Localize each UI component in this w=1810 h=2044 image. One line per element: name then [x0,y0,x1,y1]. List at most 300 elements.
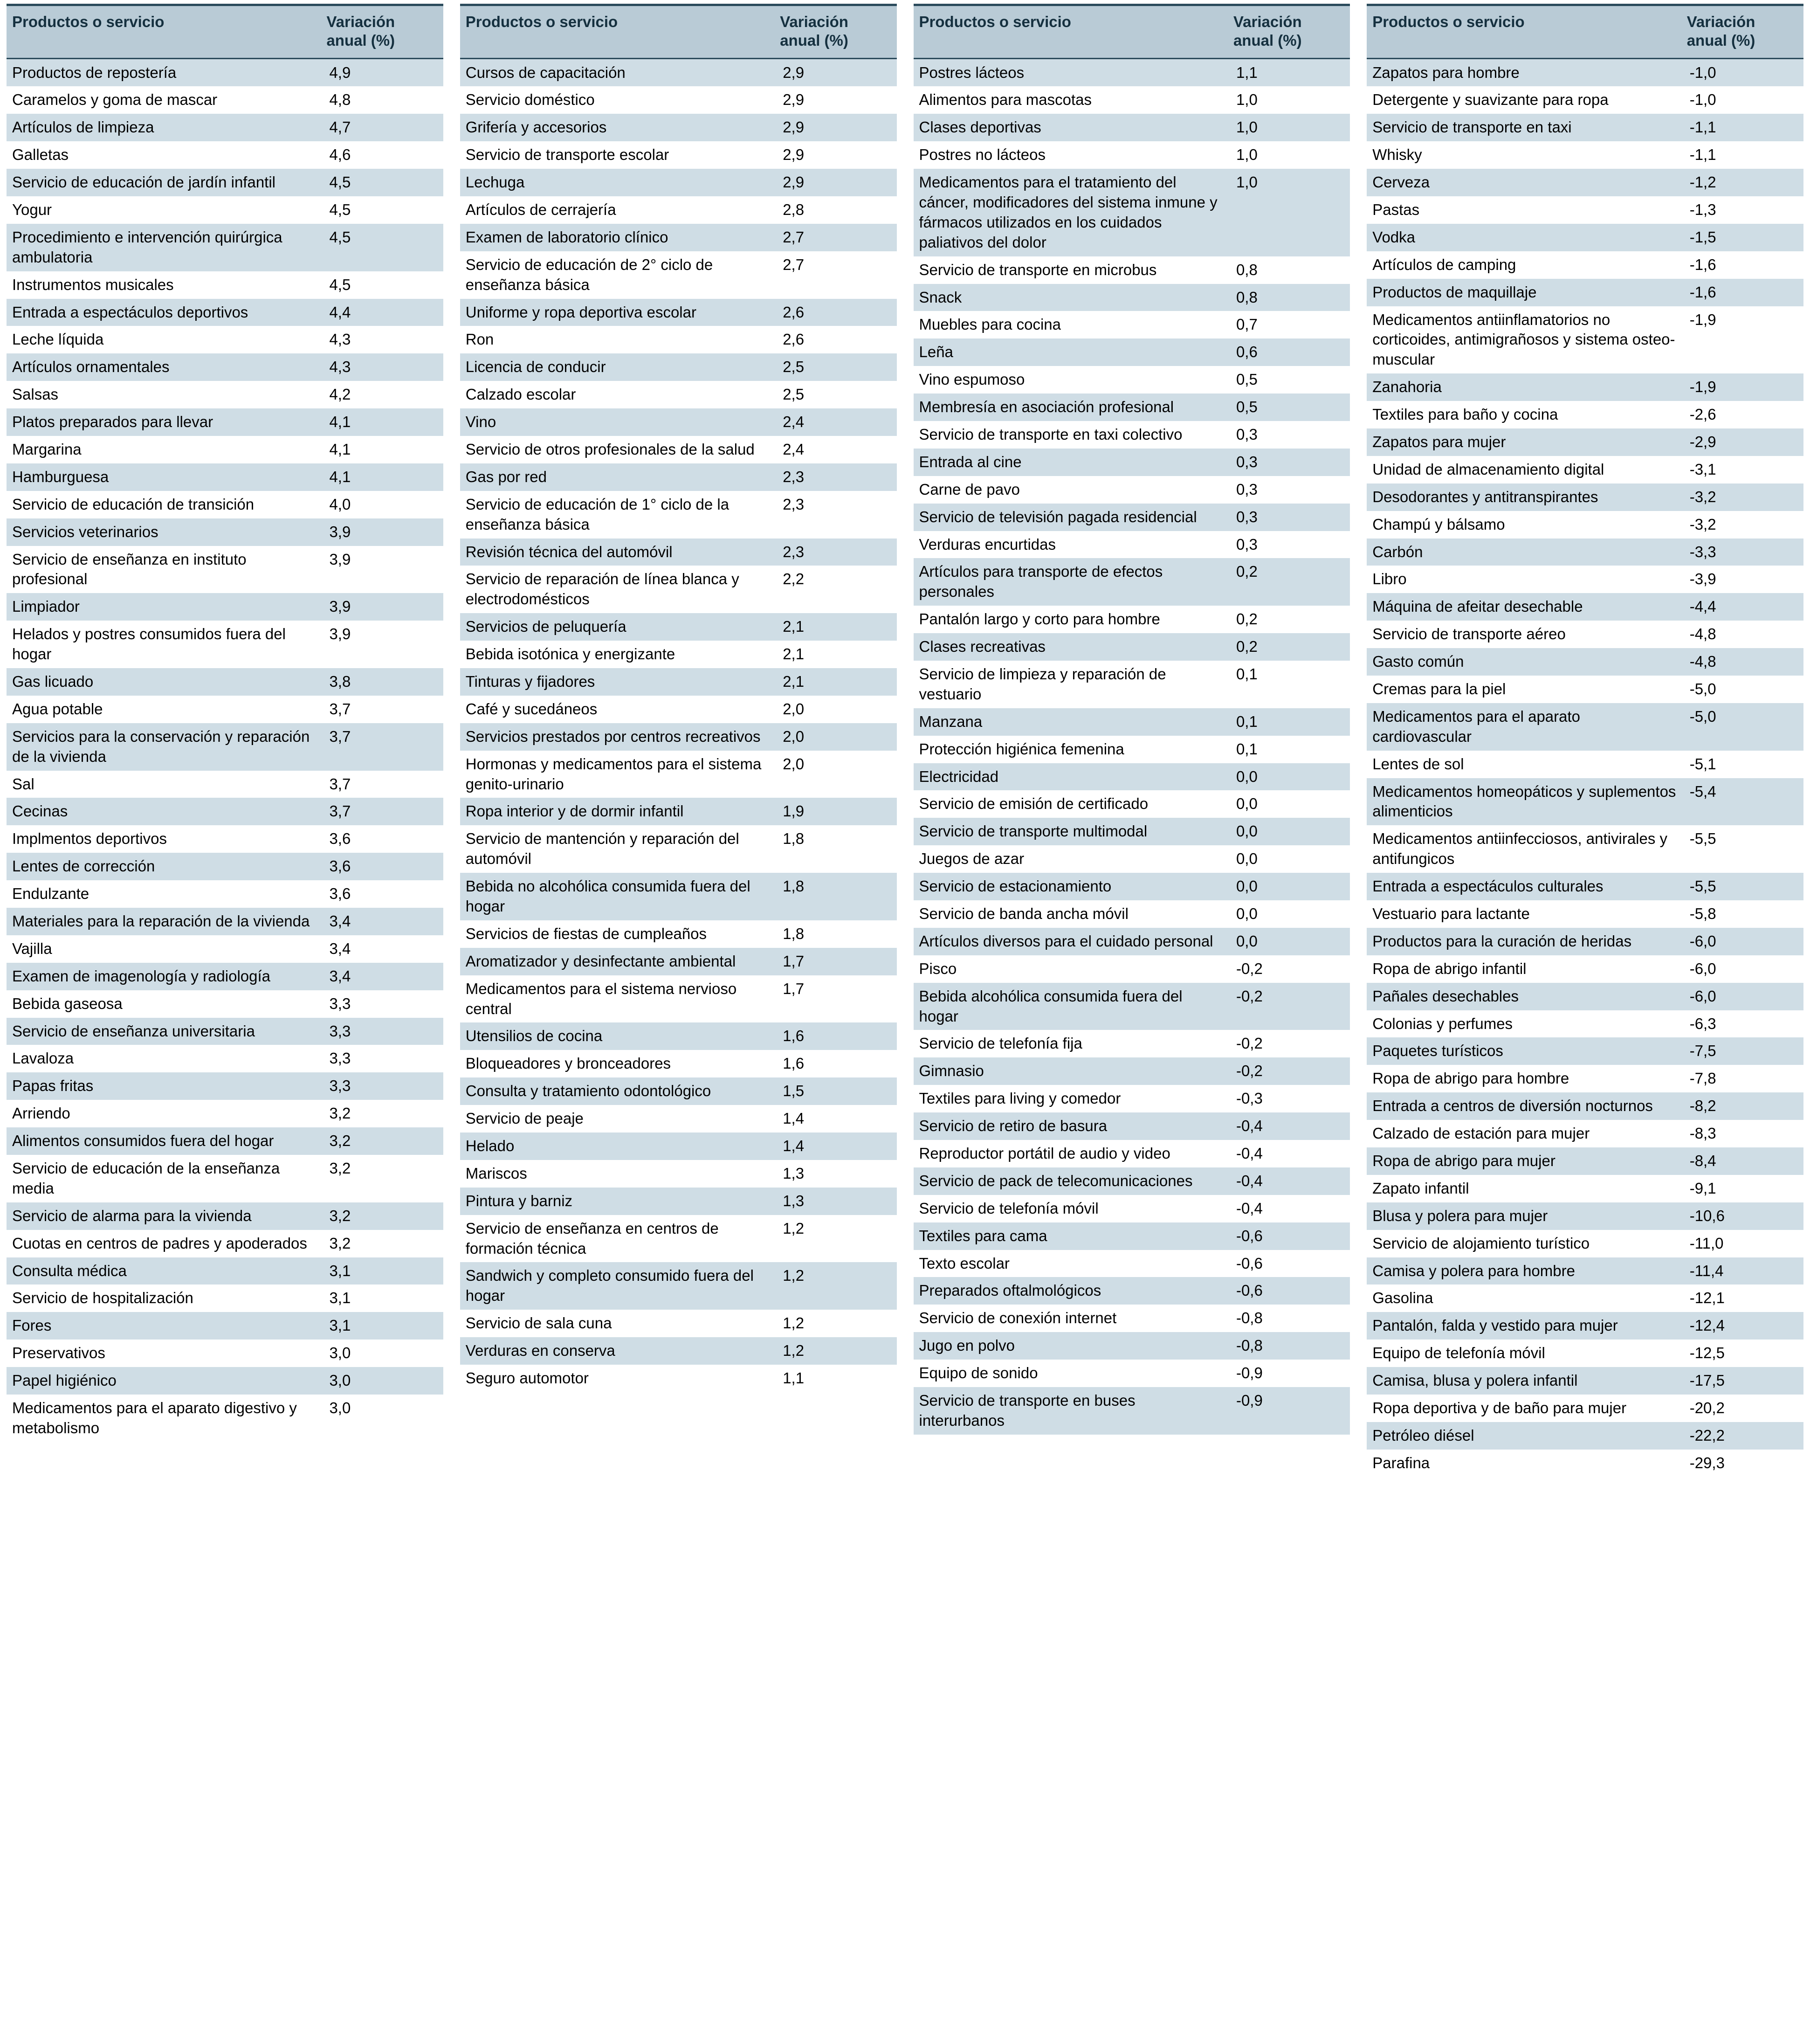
table-row [460,353,897,381]
cell-annual-variation: 3,2 [321,1230,443,1257]
cell-product-name: Servicios veterinarios [7,518,321,546]
cell-annual-variation: 4,0 [321,491,443,518]
cell-annual-variation: -3,9 [1681,566,1803,593]
cell-annual-variation: -0,6 [1228,1277,1350,1305]
cell-product-name: Productos para la curación de heridas [1367,928,1681,955]
cell-product-name: Servicios para la conservación y reparación de la vivienda [7,723,321,771]
table-row [1367,1422,1803,1450]
table-row [1367,1037,1803,1065]
cell-annual-variation: -0,8 [1228,1332,1350,1360]
cell-annual-variation: 3,3 [321,990,443,1018]
cell-annual-variation: 1,8 [774,873,896,920]
cell-annual-variation: 3,2 [321,1100,443,1127]
table-row [1367,900,1803,928]
cell-annual-variation: -4,8 [1681,621,1803,648]
cell-annual-variation: 3,3 [321,1045,443,1072]
table-row [7,381,443,408]
cell-annual-variation: 2,9 [774,58,896,86]
table-column-2 [460,4,897,1477]
cell-annual-variation: -0,2 [1228,1057,1350,1085]
cell-annual-variation: -1,6 [1681,279,1803,306]
cell-product-name: Mariscos [460,1160,774,1188]
cell-annual-variation: 1,2 [774,1215,896,1263]
cell-annual-variation: 4,1 [321,408,443,436]
cell-annual-variation: 4,6 [321,141,443,169]
table-row [460,723,897,751]
cell-annual-variation: 2,5 [774,353,896,381]
table-row [460,798,897,825]
cell-annual-variation: 0,0 [1228,845,1350,873]
table-row [1367,141,1803,169]
cell-annual-variation: -29,3 [1681,1450,1803,1477]
table-row [1367,114,1803,141]
cell-product-name: Helados y postres consumidos fuera del hogar [7,621,321,668]
table-row [1367,58,1803,86]
table-row [914,1030,1350,1057]
variation-table-1 [7,4,443,1442]
table-row [460,1050,897,1077]
cell-annual-variation: -12,4 [1681,1312,1803,1340]
table-row [914,1140,1350,1167]
table-row [914,1250,1350,1278]
cell-annual-variation: -1,0 [1681,86,1803,114]
table-row [914,449,1350,476]
table-body-3 [914,58,1350,1435]
table-row [914,86,1350,114]
table-row [7,853,443,880]
cell-annual-variation: 2,3 [774,539,896,566]
cell-annual-variation: 3,2 [321,1155,443,1202]
cell-annual-variation: 1,1 [1228,58,1350,86]
cell-product-name: Papas fritas [7,1072,321,1100]
header-variation: Variación anual (%) [321,5,443,59]
table-row [460,975,897,1023]
table-row [914,58,1350,86]
cell-product-name: Artículos para transporte de efectos personales [914,558,1228,606]
cell-product-name: Preservativos [7,1340,321,1367]
cell-annual-variation: 2,3 [774,463,896,491]
cell-product-name: Medicamentos homeopáticos y suplementos alimenticios [1367,778,1681,826]
cell-product-name: Cuotas en centros de padres y apoderados [7,1230,321,1257]
table-row [1367,825,1803,873]
cell-annual-variation: 1,2 [774,1262,896,1310]
table-row [1367,676,1803,703]
cell-product-name: Verduras encurtidas [914,531,1228,559]
cell-product-name: Sal [7,771,321,798]
cell-annual-variation: 4,1 [321,436,443,463]
cell-annual-variation: 3,7 [321,723,443,771]
table-row [7,1072,443,1100]
cell-annual-variation: 1,5 [774,1077,896,1105]
cell-annual-variation: -3,1 [1681,456,1803,483]
cell-product-name: Servicio de transporte aéreo [1367,621,1681,648]
cell-annual-variation: 3,1 [321,1312,443,1340]
cell-product-name: Medicamentos para el tratamiento del cáncer, modificadores del sistema inmune y fármacos utilizados en los cuidados paliativos del dolor [914,169,1228,256]
cell-product-name: Uniforme y ropa deportiva escolar [460,299,774,326]
cell-annual-variation: -0,4 [1228,1112,1350,1140]
table-row [914,421,1350,449]
cell-annual-variation: 3,0 [321,1395,443,1442]
cell-annual-variation: -9,1 [1681,1175,1803,1202]
cell-product-name: Ropa de abrigo para hombre [1367,1065,1681,1092]
table-row [460,641,897,668]
table-row [914,338,1350,366]
table-row [460,1337,897,1365]
cell-annual-variation: 3,9 [321,518,443,546]
cell-product-name: Examen de imagenología y radiología [7,963,321,990]
cell-product-name: Tinturas y fijadores [460,668,774,696]
table-row [914,1222,1350,1250]
cell-product-name: Servicio de otros profesionales de la salud [460,436,774,463]
table-row [914,558,1350,606]
cell-annual-variation: 1,8 [774,825,896,873]
cell-annual-variation: 4,1 [321,463,443,491]
table-row [1367,1175,1803,1202]
cell-product-name: Medicamentos antiinfecciosos, antivirales y antifungicos [1367,825,1681,873]
table-row [460,1188,897,1215]
cell-product-name: Medicamentos para el sistema nervioso central [460,975,774,1023]
cell-annual-variation: 1,7 [774,975,896,1023]
table-row [1367,1340,1803,1367]
table-row [7,1202,443,1230]
cell-annual-variation: 3,4 [321,935,443,963]
table-row [7,224,443,271]
cell-annual-variation: -1,9 [1681,306,1803,374]
table-row [7,1312,443,1340]
cell-annual-variation: 0,0 [1228,763,1350,791]
table-row [7,58,443,86]
table-row [460,436,897,463]
table-row [460,668,897,696]
table-row [1367,1230,1803,1257]
cell-annual-variation: 2,9 [774,141,896,169]
cell-product-name: Servicio de enseñanza universitaria [7,1018,321,1045]
cell-annual-variation: 1,3 [774,1160,896,1188]
table-row [460,463,897,491]
cell-product-name: Parafina [1367,1450,1681,1477]
table-row [460,920,897,948]
cell-product-name: Instrumentos musicales [7,271,321,299]
cell-product-name: Grifería y accesorios [460,114,774,141]
cell-annual-variation: 1,9 [774,798,896,825]
cell-product-name: Servicio de enseñanza en instituto profesional [7,546,321,594]
table-row [7,621,443,668]
cell-annual-variation: 1,6 [774,1022,896,1050]
cell-product-name: Utensilios de cocina [460,1022,774,1050]
cell-annual-variation: -8,4 [1681,1147,1803,1175]
cell-annual-variation: -5,5 [1681,873,1803,900]
cell-annual-variation: 3,1 [321,1257,443,1285]
table-row [914,845,1350,873]
cell-annual-variation: 3,6 [321,825,443,853]
cell-product-name: Bebida isotónica y energizante [460,641,774,668]
table-row [7,1100,443,1127]
price-variation-tables [7,4,1803,1477]
table-row [7,1127,443,1155]
table-row [1367,224,1803,251]
table-row [914,366,1350,394]
cell-annual-variation: 2,7 [774,251,896,299]
table-row [7,1045,443,1072]
cell-product-name: Servicio de telefonía móvil [914,1195,1228,1222]
table-row [460,408,897,436]
table-row [914,1112,1350,1140]
cell-product-name: Servicio de peaje [460,1105,774,1132]
cell-annual-variation: 2,0 [774,751,896,798]
cell-annual-variation: -6,0 [1681,955,1803,983]
cell-annual-variation: 3,9 [321,621,443,668]
cell-product-name: Servicio de transporte en buses interurbanos [914,1387,1228,1435]
table-row [1367,1367,1803,1395]
cell-annual-variation: 4,5 [321,271,443,299]
cell-product-name: Lechuga [460,169,774,196]
table-row [7,771,443,798]
cell-product-name: Sandwich y completo consumido fuera del hogar [460,1262,774,1310]
table-row [914,606,1350,633]
cell-annual-variation: -17,5 [1681,1367,1803,1395]
table-row [914,169,1350,256]
cell-annual-variation: 0,0 [1228,818,1350,845]
cell-product-name: Calzado escolar [460,381,774,408]
cell-product-name: Pintura y barniz [460,1188,774,1215]
cell-product-name: Manzana [914,708,1228,736]
cell-product-name: Texto escolar [914,1250,1228,1278]
table-row [7,546,443,594]
table-row [460,1215,897,1263]
table-row [1367,873,1803,900]
cell-product-name: Servicio de banda ancha móvil [914,900,1228,928]
cell-annual-variation: 4,3 [321,353,443,381]
cell-product-name: Artículos diversos para el cuidado personal [914,928,1228,955]
table-row [1367,511,1803,539]
table-row [1367,279,1803,306]
cell-product-name: Servicio de televisión pagada residencial [914,504,1228,531]
table-row [914,1332,1350,1360]
table-body-2 [460,58,897,1392]
cell-product-name: Preparados oftalmológicos [914,1277,1228,1305]
cell-product-name: Unidad de almacenamiento digital [1367,456,1681,483]
cell-product-name: Whisky [1367,141,1681,169]
table-row [460,1077,897,1105]
cell-annual-variation: -0,2 [1228,1030,1350,1057]
table-row [914,114,1350,141]
cell-annual-variation: 0,8 [1228,256,1350,284]
table-row [914,1360,1350,1387]
cell-product-name: Zapatos para hombre [1367,58,1681,86]
cell-annual-variation: 0,0 [1228,873,1350,900]
cell-annual-variation: -11,4 [1681,1257,1803,1285]
cell-product-name: Lavaloza [7,1045,321,1072]
cell-annual-variation: 0,1 [1228,736,1350,763]
cell-annual-variation: -1,6 [1681,251,1803,279]
cell-annual-variation: 0,2 [1228,558,1350,606]
cell-annual-variation: -20,2 [1681,1395,1803,1422]
table-row [7,935,443,963]
cell-product-name: Procedimiento e intervención quirúrgica ambulatoria [7,224,321,271]
cell-annual-variation: 3,6 [321,880,443,908]
table-row [7,1155,443,1202]
table-row [914,1085,1350,1112]
cell-product-name: Servicio de enseñanza en centros de formación técnica [460,1215,774,1263]
cell-product-name: Equipo de telefonía móvil [1367,1340,1681,1367]
cell-product-name: Servicio de transporte en microbus [914,256,1228,284]
table-row [7,1340,443,1367]
table-row [460,58,897,86]
table-body-1 [7,58,443,1442]
table-row [1367,621,1803,648]
cell-product-name: Vodka [1367,224,1681,251]
table-row [7,1257,443,1285]
table-row [914,736,1350,763]
table-row [1367,1202,1803,1230]
cell-product-name: Camisa, blusa y polera infantil [1367,1367,1681,1395]
table-row [914,708,1350,736]
table-row [7,1395,443,1442]
cell-annual-variation: -5,4 [1681,778,1803,826]
cell-product-name: Caramelos y goma de mascar [7,86,321,114]
cell-product-name: Servicio de mantención y reparación del automóvil [460,825,774,873]
cell-annual-variation: -0,6 [1228,1222,1350,1250]
table-row [460,141,897,169]
cell-annual-variation: 0,0 [1228,790,1350,818]
cell-annual-variation: -0,2 [1228,983,1350,1030]
cell-product-name: Cursos de capacitación [460,58,774,86]
cell-product-name: Gas por red [460,463,774,491]
cell-product-name: Bebida no alcohólica consumida fuera del hogar [460,873,774,920]
table-row [914,256,1350,284]
cell-annual-variation: 1,6 [774,1050,896,1077]
table-row [7,1367,443,1395]
cell-product-name: Aromatizador y desinfectante ambiental [460,948,774,975]
cell-annual-variation: 3,9 [321,546,443,594]
cell-annual-variation: 2,6 [774,299,896,326]
cell-product-name: Pantalón, falda y vestido para mujer [1367,1312,1681,1340]
cell-annual-variation: -12,1 [1681,1284,1803,1312]
header-variation: Variación anual (%) [1681,5,1803,59]
table-row [460,948,897,975]
cell-product-name: Hamburguesa [7,463,321,491]
cell-product-name: Detergente y suavizante para ropa [1367,86,1681,114]
table-header-row [460,5,897,59]
cell-annual-variation: 3,8 [321,668,443,696]
cell-product-name: Verduras en conserva [460,1337,774,1365]
cell-annual-variation: 2,3 [774,491,896,539]
table-row [7,491,443,518]
cell-product-name: Bebida alcohólica consumida fuera del hogar [914,983,1228,1030]
cell-annual-variation: -11,0 [1681,1230,1803,1257]
cell-product-name: Entrada al cine [914,449,1228,476]
cell-product-name: Carbón [1367,539,1681,566]
cell-annual-variation: 1,0 [1228,114,1350,141]
table-row [1367,703,1803,751]
cell-product-name: Pastas [1367,196,1681,224]
cell-product-name: Endulzante [7,880,321,908]
cell-annual-variation: 2,7 [774,224,896,251]
table-row [460,196,897,224]
cell-annual-variation: -5,8 [1681,900,1803,928]
cell-product-name: Servicio de transporte multimodal [914,818,1228,845]
table-row [1367,1312,1803,1340]
cell-annual-variation: 3,0 [321,1340,443,1367]
header-variation: Variación anual (%) [1228,5,1350,59]
table-row [1367,1092,1803,1120]
cell-product-name: Servicio de educación de 1° ciclo de la enseñanza básica [460,491,774,539]
table-row [914,983,1350,1030]
table-row [1367,1010,1803,1038]
cell-annual-variation: -0,3 [1228,1085,1350,1112]
table-row [460,566,897,613]
table-row [7,86,443,114]
cell-product-name: Servicio de telefonía fija [914,1030,1228,1057]
cell-annual-variation: -6,0 [1681,983,1803,1010]
cell-product-name: Gasolina [1367,1284,1681,1312]
table-header-row [914,5,1350,59]
table-row [1367,1257,1803,1285]
table-row [1367,1065,1803,1092]
cell-product-name: Ropa de abrigo infantil [1367,955,1681,983]
table-row [1367,1120,1803,1147]
cell-product-name: Servicio de transporte escolar [460,141,774,169]
cell-product-name: Textiles para cama [914,1222,1228,1250]
cell-product-name: Gas licuado [7,668,321,696]
cell-product-name: Lentes de sol [1367,751,1681,778]
cell-annual-variation: 0,3 [1228,531,1350,559]
table-row [7,436,443,463]
table-row [914,790,1350,818]
cell-product-name: Fores [7,1312,321,1340]
cell-annual-variation: 3,3 [321,1018,443,1045]
cell-product-name: Vino [460,408,774,436]
cell-product-name: Servicios de peluquería [460,613,774,641]
cell-annual-variation: 0,3 [1228,504,1350,531]
table-column-3 [914,4,1350,1477]
cell-annual-variation: 4,5 [321,196,443,224]
cell-product-name: Cecinas [7,798,321,825]
cell-product-name: Servicio de retiro de basura [914,1112,1228,1140]
cell-annual-variation: -1,0 [1681,58,1803,86]
table-row [914,531,1350,559]
cell-annual-variation: 3,9 [321,593,443,621]
cell-product-name: Leña [914,338,1228,366]
table-row [7,271,443,299]
cell-product-name: Leche líquida [7,326,321,353]
cell-product-name: Pisco [914,955,1228,983]
cell-annual-variation: -0,9 [1228,1387,1350,1435]
cell-annual-variation: 4,4 [321,299,443,326]
cell-annual-variation: 1,3 [774,1188,896,1215]
table-row [460,1310,897,1337]
table-row [460,1022,897,1050]
cell-annual-variation: -12,5 [1681,1340,1803,1367]
cell-annual-variation: -7,5 [1681,1037,1803,1065]
table-row [460,1160,897,1188]
table-row [1367,169,1803,196]
cell-annual-variation: 0,8 [1228,284,1350,311]
table-body-4 [1367,58,1803,1477]
cell-product-name: Servicios prestados por centros recreativos [460,723,774,751]
cell-annual-variation: 0,6 [1228,338,1350,366]
variation-table-4 [1367,4,1803,1477]
cell-product-name: Servicio de educación de la enseñanza media [7,1155,321,1202]
cell-annual-variation: 3,1 [321,1284,443,1312]
cell-annual-variation: 2,1 [774,613,896,641]
cell-product-name: Vestuario para lactante [1367,900,1681,928]
cell-product-name: Consulta médica [7,1257,321,1285]
cell-product-name: Platos preparados para llevar [7,408,321,436]
cell-product-name: Entrada a centros de diversión nocturnos [1367,1092,1681,1120]
cell-product-name: Arriendo [7,1100,321,1127]
cell-annual-variation: 4,8 [321,86,443,114]
